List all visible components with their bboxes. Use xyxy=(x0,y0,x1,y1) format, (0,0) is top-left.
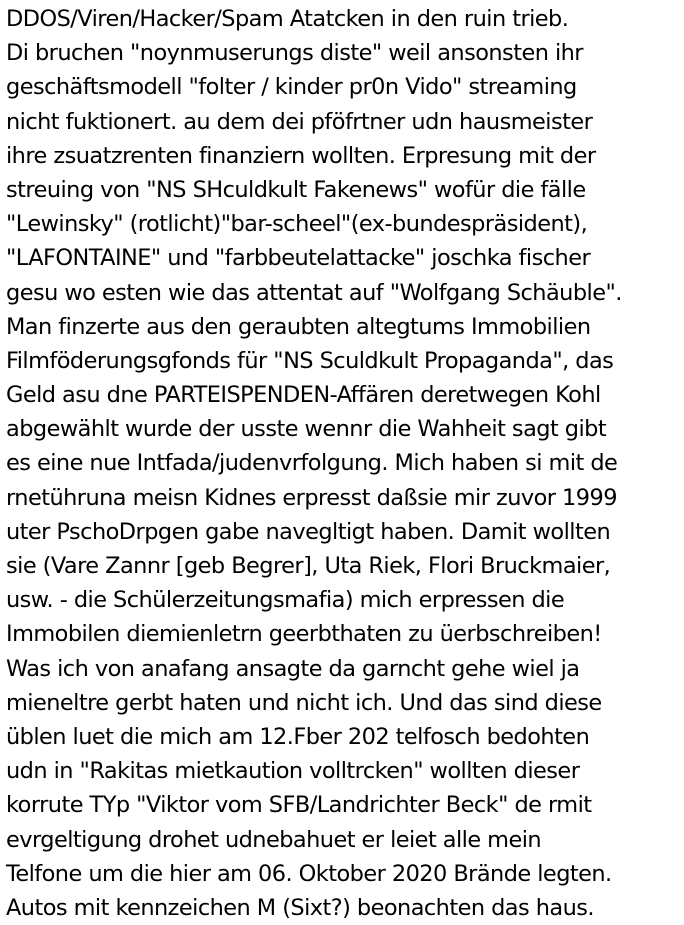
text-line: streuing von "NS SHculdkult Fakenews" wofür die fälle xyxy=(6,176,586,203)
text-line: rnetühruna meisn Kidnes erpresst daßsie mir zuvor 1999 xyxy=(6,484,617,511)
text-line: Autos mit kennzeichen M (Sixt?) beonachten das haus. xyxy=(6,894,594,921)
text-line: "LAFONTAINE" und "farbbeutelattacke" joschka fischer xyxy=(6,245,591,272)
text-line: DDOS/Viren/Hacker/Spam Atatcken in den ruin trieb. xyxy=(6,6,569,32)
text-line: gesu wo esten wie das attentat auf "Wolfgang Schäuble". xyxy=(6,279,622,306)
text-line: Immobilen diemienletrn geerbthaten zu üerbschreiben! xyxy=(6,621,602,648)
text-line: geschäftsmodell "folter / kinder pr0n Vido" streaming xyxy=(6,74,577,101)
text-line: korrute TYp "Viktor vom SFB/Landrichter Beck" de rmit xyxy=(6,792,592,819)
text-line: nicht fuktionert. au dem dei pföfrtner udn hausmeister xyxy=(6,108,593,135)
text-line: abgewählt wurde der usste wennr die Wahheit sagt gibt xyxy=(6,416,607,443)
text-line: mieneltre gerbt haten und nicht ich. Und das sind diese xyxy=(6,689,602,716)
text-line: udn in "Rakitas mietkaution volltrcken" wollten dieser xyxy=(6,758,580,785)
text-line: "Lewinsky" (rotlicht)"bar-scheel"(ex-bundespräsident), xyxy=(6,211,588,238)
text-line: Filmföderungsgfonds für "NS Sculdkult Propaganda", das xyxy=(6,347,614,374)
text-line: sie (Vare Zannr [geb Begrer], Uta Riek, Flori Bruckmaier, xyxy=(6,553,611,579)
text-line: Man finzerte aus den geraubten altegtums Immobilien xyxy=(6,313,591,340)
text-line: usw. - die Schülerzeitungsmafia) mich erpressen die xyxy=(6,587,565,614)
text-line: evrgeltigung drohet udnebahuet er leiet alle mein xyxy=(6,826,542,853)
document-text xyxy=(6,2,684,925)
text-line: es eine nue Intfada/judenvrfolgung. Mich haben si mit de xyxy=(6,450,618,477)
text-line: Di bruchen "noynmuserungs diste" weil ansonsten ihr xyxy=(6,40,583,67)
text-line: uter PschoDrpgen gabe naveglti̇gt haben. Damit wollten xyxy=(6,518,611,545)
text-line: ihre zsuatzrenten finanziern wollten. Erpresung mit der xyxy=(6,142,596,169)
text-line: Was ich von anafang ansagte da garncht gehe wiel ja xyxy=(6,655,580,682)
text-line: Geld asu dne PARTEISPENDEN-Affären deretwegen Kohl xyxy=(6,382,601,409)
text-line: üblen luet die mich am 12.Fber 202 telfosch bedohten xyxy=(6,723,590,750)
text-line: Telfone um die hier am 06. Oktober 2020 Brände legten. xyxy=(6,860,612,887)
